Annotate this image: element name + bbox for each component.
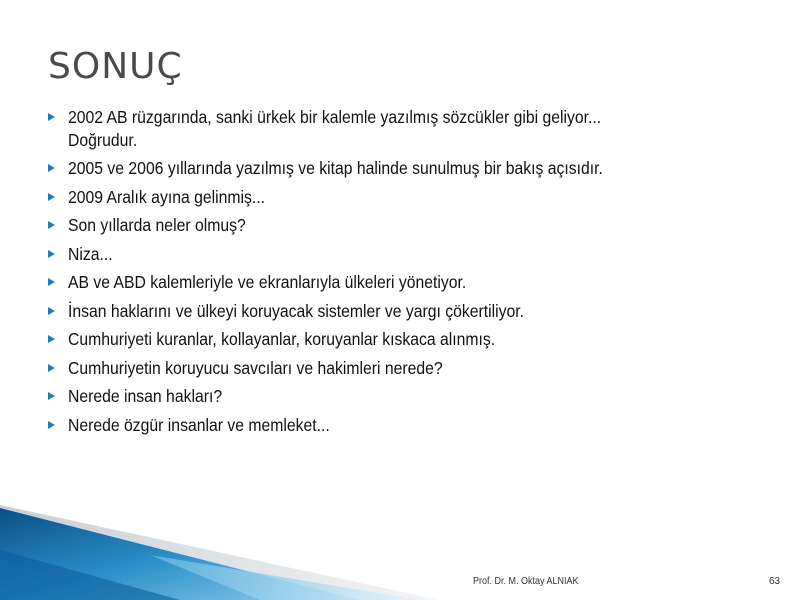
triangle-bullet-icon (48, 278, 55, 286)
bullet-item (46, 157, 746, 180)
triangle-bullet-icon (48, 193, 55, 201)
bullet-item (46, 106, 746, 151)
footer-author: Prof. Dr. M. Oktay ALNIAK (473, 576, 579, 587)
triangle-bullet-icon (48, 113, 55, 121)
bullet-text: Cumhuriyetin koruyucu savcıları ve hakimleri nerede? (68, 357, 443, 378)
triangle-bullet-icon (48, 421, 55, 429)
bullet-item (46, 414, 746, 437)
bullet-text: 2009 Aralık ayına gelinmiş... (68, 186, 265, 207)
bullet-text: İnsan haklarını ve ülkeyi koruyacak sistemler ve yargı çökertiliyor. (68, 300, 525, 321)
triangle-bullet-icon (48, 335, 55, 343)
bullet-text: Cumhuriyeti kuranlar, kollayanlar, koruyanlar kıskaca alınmış. (68, 329, 496, 349)
triangle-bullet-icon (48, 392, 55, 400)
bullet-item (46, 186, 746, 209)
triangle-bullet-icon (48, 307, 55, 315)
bullet-item (46, 300, 746, 323)
bullet-item (46, 243, 746, 266)
bullet-item (46, 214, 746, 237)
bullet-text: Nerede insan hakları? (68, 386, 223, 406)
bullet-text: 2005 ve 2006 yıllarında yazılmış ve kitap halinde sunulmuş bir bakış açısıdır. (68, 158, 603, 178)
triangle-bullet-icon (48, 221, 55, 229)
bullet-text: AB ve ABD kalemleriyle ve ekranlarıyla ülkeleri yönetiyor. (68, 272, 467, 292)
slide-title: SONUÇ (48, 46, 183, 87)
page-number: 63 (769, 576, 781, 587)
bullet-item (46, 385, 746, 408)
decorative-wave-graphic (0, 500, 440, 600)
triangle-bullet-icon (48, 364, 55, 372)
bullet-item (46, 271, 746, 294)
triangle-bullet-icon (48, 164, 55, 172)
triangle-bullet-icon (48, 250, 55, 258)
bullet-list (46, 106, 746, 442)
bullet-text: Son yıllarda neler olmuş? (68, 215, 246, 235)
bullet-text: Niza... (68, 243, 113, 264)
bullet-text: Nerede özgür insanlar ve memleket... (68, 414, 330, 435)
bullet-text: 2002 AB rüzgarında, sanki ürkek bir kalemle yazılmış sözcükler gibi geliyor... Doğrudur. (68, 107, 602, 150)
bullet-item (46, 328, 746, 351)
bullet-item (46, 357, 746, 380)
